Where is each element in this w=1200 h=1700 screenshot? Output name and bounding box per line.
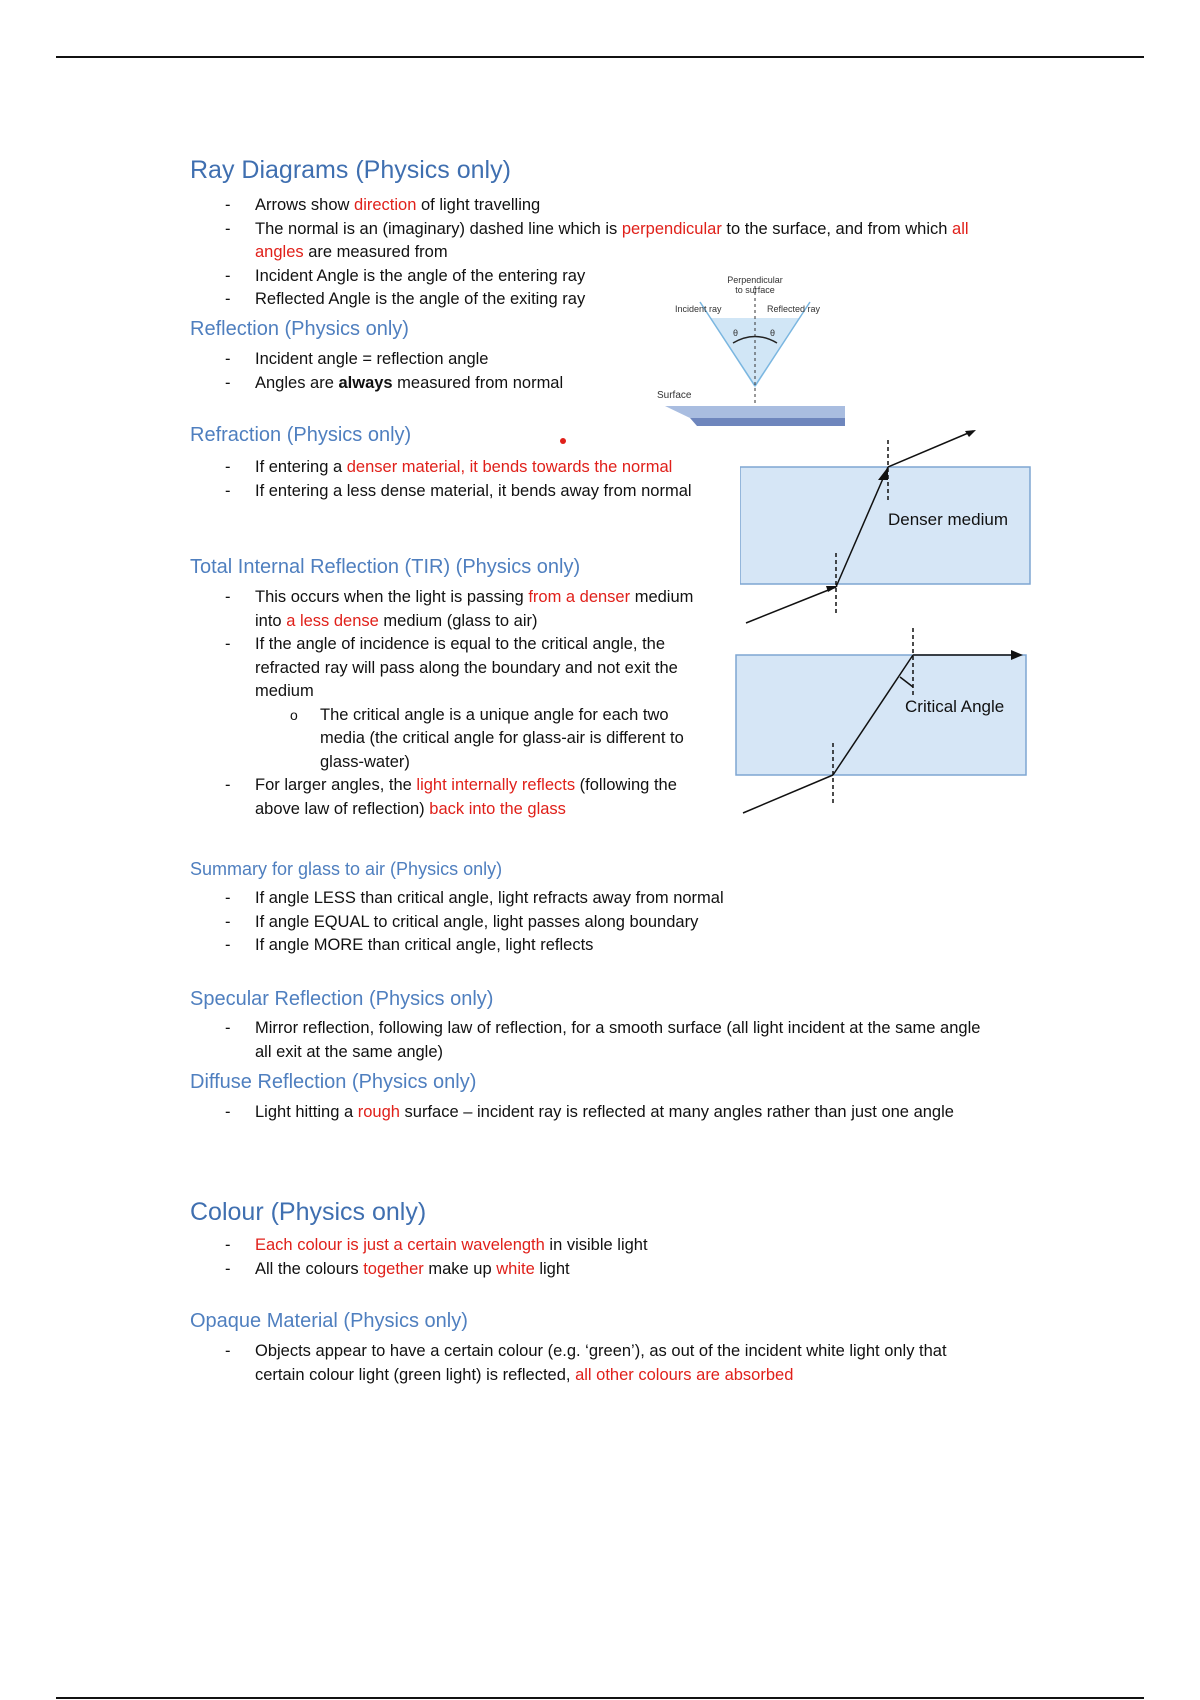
reflection-bullets [190,348,690,395]
tir-subbullet-1: o The critical angle is a unique angle for each two media (the critical angle for glass-air is different to glass-water) [190,704,710,775]
reflected-label: Reflected ray [767,304,821,314]
ray-bullet-2: - The normal is an (imaginary) dashed line which is perpendicular to the surface, and from which all angles are measured from [190,218,990,265]
summary-bullet-3: - If angle MORE than critical angle, light reflects [190,934,990,958]
incident-ray-line [746,587,836,623]
colour-bullets [190,1234,990,1281]
emergent-ray-line [888,431,973,467]
specular-bullet-1: - Mirror reflection, following law of reflection, for a smooth surface (all light incident at the same angle all exit at the same angle) [190,1017,990,1064]
heading-specular: Specular Reflection (Physics only) [190,988,494,1010]
refraction-bullet-1: - If entering a denser material, it bends towards the normal [190,456,710,480]
heading-summary: Summary for glass to air (Physics only) [190,859,503,879]
heading-reflection: Reflection (Physics only) [190,318,409,340]
red-dot [560,438,566,444]
refraction-bullet-2: - If entering a less dense material, it bends away from normal [190,480,710,504]
heading-refraction: Refraction (Physics only) [190,424,412,446]
opaque-bullet-1: - Objects appear to have a certain colour (e.g. ‘green’), as out of the incident white light only that certain colour light (green light) is reflected, all other colours are absorbed [190,1340,990,1387]
tir-bullet-2: - If the angle of incidence is equal to the critical angle, the refracted ray will pass along the boundary and not exit the medium [190,633,710,704]
diffuse-bullets [190,1101,990,1125]
summary-bullet-1: - If angle LESS than critical angle, light refracts away from normal [190,887,990,911]
heading-tir: Total Internal Reflection (TIR) (Physics only) [190,556,581,578]
tir-bullets [190,586,710,821]
perp-label-2: to surface [735,285,775,295]
specular-bullets [190,1017,990,1064]
opaque-bullets [190,1340,990,1387]
ray-bullet-3: - Incident Angle is the angle of the entering ray [190,265,990,289]
reflection-diagram [655,268,855,438]
denser-medium-label: Denser medium [888,510,1008,529]
bottom-rule [56,1697,1144,1699]
critical-angle-diagram [735,625,1035,820]
heading-opaque: Opaque Material (Physics only) [190,1310,468,1332]
ray-bullets [190,194,990,312]
colour-bullet-1: - Each colour is just a certain wavelength in visible light [190,1234,990,1258]
surface-block [665,406,845,418]
heading-colour: Colour (Physics only) [190,1198,427,1226]
refraction-bullets [190,456,710,503]
critical-incident-ray [743,775,833,813]
top-rule [56,56,1144,58]
tir-bullet-1: - This occurs when the light is passing from a denser medium into a less dense medium (glass to air) [190,586,710,633]
colour-bullet-2: - All the colours together make up white light [190,1258,990,1282]
reflection-bullet-1: - Incident angle = reflection angle [190,348,690,372]
theta-right: θ [770,328,776,338]
ray-bullet-4: - Reflected Angle is the angle of the exiting ray [190,288,990,312]
heading-ray-diagrams: Ray Diagrams (Physics only) [190,156,511,184]
theta-left: θ [733,328,739,338]
surface-label: Surface [657,390,692,401]
tir-bullet-3: - For larger angles, the light internally reflects (following the above law of reflection) back into the glass [190,774,710,821]
summary-bullet-2: - If angle EQUAL to critical angle, light passes along boundary [190,911,990,935]
critical-angle-label: Critical Angle [905,697,1005,716]
refraction-diagram [740,425,1040,625]
heading-diffuse: Diffuse Reflection (Physics only) [190,1071,477,1093]
reflection-bullet-2: - Angles are always measured from normal [190,372,690,396]
diffuse-bullet-1: - Light hitting a rough surface – incident ray is reflected at many angles rather than just one angle [190,1101,990,1125]
summary-bullets [190,887,990,958]
incident-label: Incident ray [675,304,722,314]
perp-label: Perpendicular [727,275,783,285]
ray-bullet-1: - Arrows show direction of light travelling [190,194,990,218]
